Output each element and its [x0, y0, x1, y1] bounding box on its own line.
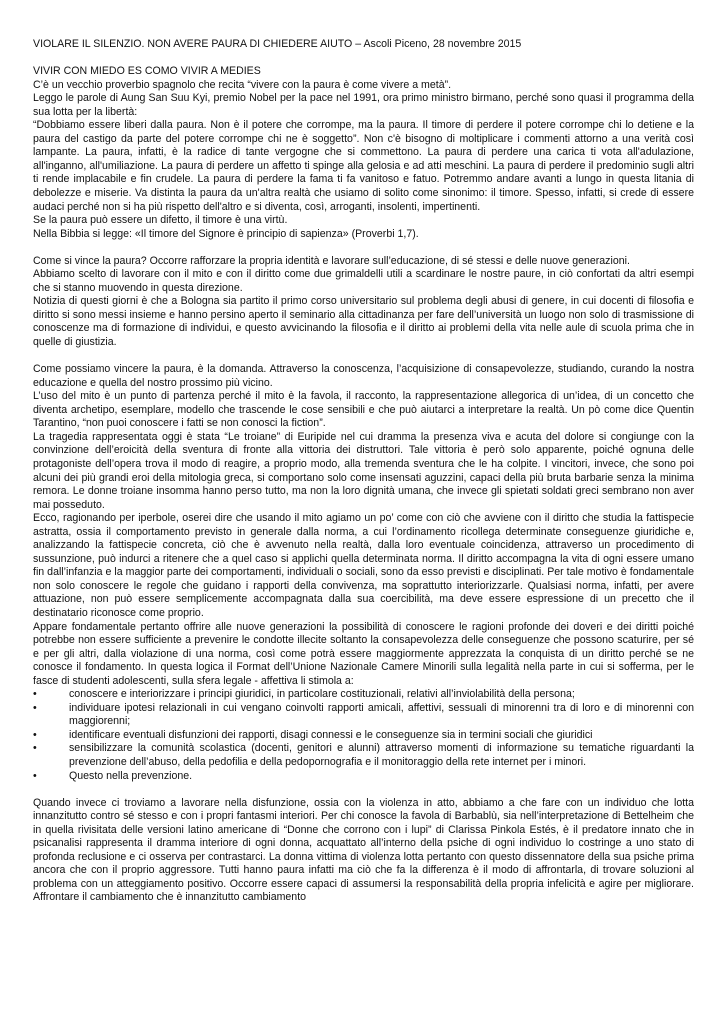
paragraph: La tragedia rappresentata oggi è stata “Le troiane” di Euripide nel cui dramma la presenza viva e acuta del dolore si congiunge con la convinzione dell’eroicità della sventura di fronte alla vittoria dei distruttori. Tale vittoria è però solo apparente, poiché ognuna delle protagoniste dell’opera trova il modo di reagire, a proprio modo, alla tremenda sventura che le ha colpite. I vincitori, invece, che sono poi alcuni dei più grandi eroi della mitologia greca, si comportano solo come insensati aguzzini, capaci della più bruta barbarie senza la minima remora. Le donne troiane insomma hanno perso tutto, ma non la loro dignità umana, che invece gli spietati soldati greci sembrano non aver mai posseduto. — [33, 430, 694, 511]
paragraph: Ecco, ragionando per iperbole, oserei dire che usando il mito agiamo un po’ come con ciò che avviene con il diritto che studia la fattispecie astratta, ossia il comportamento previsto in generale dalla norma, a cui l’ordinamento ricollega determinate conseguenze giuridiche e, analizzando la fattispecie concreta, ciò che è avvenuto nella realtà, dalla loro eventuale coincidenza, attraverso un procedimento di sussunzione, può indurci a ritenere che a quel caso si applichi quella determinata norma. Il diritto accompagna la vita di ogni essere umano fin dall’infanzia e la maggior parte dei comportamenti, individuali o sociali, sono da esso previsti e disciplinati. Per tale motivo è fondamentale non solo conoscere le regole che guidano i rapporti della convivenza, ma soprattutto interiorizzarle. Qualsiasi norma, infatti, per avere attuazione, non può essere semplicemente accompagnata dalla sua coercibilità, ma deve essere espressione di un precetto che il destinatario riconosce come proprio. — [33, 512, 694, 619]
section-heading: VIVIR CON MIEDO ES COMO VIVIR A MEDIES — [33, 65, 261, 78]
document-title: VIOLARE IL SILENZIO. NON AVERE PAURA DI CHIEDERE AIUTO – Ascoli Piceno, 28 novembre 2015 — [33, 38, 522, 50]
paragraph: Come si vince la paura? Occorre rafforzare la propria identità e lavorare sull’educazione, di sé stessi e delle nuove generazioni. — [33, 254, 630, 267]
bullet-marker: • — [33, 769, 37, 782]
spacer — [33, 52, 694, 66]
bullet-marker: • — [33, 701, 37, 714]
paragraph: Se la paura può essere un difetto, il timore è una virtù. — [33, 214, 288, 227]
paragraph: “Dobbiamo essere liberi dalla paura. Non è il potere che corrompe, ma la paura. Il timore di perdere il potere corrompe chi lo detiene e la paura del castigo da parte del potere corrompe chi ne è soggetto”. Non c'è bisogno di moltiplicare i commenti attorno a una verità così lampante. La paura, infatti, è la radice di tante vergogne che si commettono. La paura di perdere una carica ti vota all'adulazione, all'inganno, all'umiliazione. La paura di perdere un affetto ti spinge alla gelosia e ad atti meschini. La paura di perdere il predominio sugli altri ti rende implacabile e fin crudele. La paura di perdere la fama ti fa vanitoso e fatuo. Potremmo andare avanti a lungo in questa litania di debolezze e miserie. Va distinta la paura da un'altra realtà che usiamo di solito come sinonimo: il timore. Spesso, infatti, si crede di essere audaci perché non si ha più rispetto dell'altro e si diventa, così, arroganti, insolenti, impertinenti. — [33, 119, 694, 213]
paragraph: Come possiamo vincere la paura, è la domanda. Attraverso la conoscenza, l’acquisizione di consapevolezze, studiando, curando la nostra educazione e quella del nostro prossimo più vicino. — [33, 363, 694, 389]
bullet-list — [33, 688, 694, 783]
spacer — [33, 241, 694, 255]
paragraph: Appare fondamentale pertanto offrire alle nuove generazioni la possibilità di conoscere le ragioni profonde dei doveri e dei diritti poiché potrebbe non essere sufficiente a prevenire le condotte illecite soltanto la consapevolezza delle conseguenze che possono scaturire, per sé e per gli altri, dalla violazione di una norma, così come potrà essere maggiormente apprezzata la conquista di un diritto perché se ne conosce il fondamento. In questa logica il Format dell’Unione Nazionale Camere Minorili sulla legalità nella parte in cui si sofferma, per le fasce di studenti adolescenti, sulla sfera legale - affettiva li stimola a: — [33, 620, 694, 687]
list-item-text: individuare ipotesi relazionali in cui vengano coinvolti rapporti amicali, affettivi, sessuali di minorenni tra di loro e di minorenni con maggiorenni; — [69, 701, 694, 728]
paragraph: Quando invece ci troviamo a lavorare nella disfunzione, ossia con la violenza in atto, abbiamo a che fare con un individuo che lotta innanzitutto contro sé stesso e con i propri fantasmi interiori. Per chi conosce la favola di Barbablù, sia nell’interpretazione di Bettelheim che in quella rivisitata delle versioni latino americane di “Donne che corrono con i lupi” di Clarissa Pinkola Estés, è il predatore innato che in psicanalisi rappresenta il dramma interiore di ogni donna, acquattato all’interno della psiche di ogni individuo lo costringe a uno stato di profonda reclusione e ci osserva per contrastarci. La donna vittima di violenza lotta pertanto con questo dissennatore della sua psiche prima ancora che con il proprio aggressore. Tutti hanno paura infatti ma ciò che fa la differenza è il modo di affrontarla, di trovare soluzioni al problema con un atteggiamento positivo. Occorre essere capaci di assumersi la responsabilità della propria infelicità e agire per migliorare. Affrontare il cambiamento che è innanzitutto cambiamento — [33, 796, 694, 904]
paragraph: Nella Bibbia si legge: «Il timore del Signore è principio di sapienza» (Proverbi 1,7). — [33, 227, 419, 240]
list-item-text: conoscere e interiorizzare i principi giuridici, in particolare costituzionali, relativi all’inviolabilità della persona; — [69, 688, 575, 701]
spacer — [33, 783, 694, 797]
paragraph: Leggo le parole di Aung San Suu Kyi, premio Nobel per la pace nel 1991, ora primo ministro birmano, perché sono quasi il programma della sua lotta per la libertà: — [33, 92, 694, 118]
list-item — [33, 729, 694, 743]
bullet-marker: • — [33, 742, 37, 755]
paragraph: C’è un vecchio proverbio spagnolo che recita “vivere con la paura è come vivere a metà”. — [33, 78, 452, 91]
bullet-marker: • — [33, 688, 37, 701]
paragraph: Notizia di questi giorni è che a Bologna sia partito il primo corso universitario sul problema degli abusi di genere, in cui docenti di filosofia e diritto si sono messi insieme e hanno persino aperto il seminario alla cittadinanza per fare dell’università un luogo non solo di trasmissione di conoscenze ma di formazione di individui, e questo avvicinando la filosofia e il diritto ai problemi della vita nelle aule di scuola prima che in quelle di giustizia. — [33, 295, 694, 349]
list-item — [33, 770, 694, 784]
list-item — [33, 742, 694, 769]
spacer — [33, 350, 694, 364]
list-item — [33, 688, 694, 702]
paragraph: L’uso del mito è un punto di partenza perché il mito è la favola, il racconto, la rappresentazione allegorica di un’idea, di un concetto che diventa archetipo, esemplare, modello che trascende le cose sensibili e che può aiutarci a interpretare la realtà. Un pò come dice Quentin Tarantino, “non puoi conoscere i fatti se non conosci la fiction”. — [33, 390, 694, 430]
list-item — [33, 702, 694, 729]
paragraph: Abbiamo scelto di lavorare con il mito e con il diritto come due grimaldelli utili a scardinare le nostre paure, in ciò confortati da altri esempi che si stanno muovendo in questa direzione. — [33, 268, 694, 294]
bullet-marker: • — [33, 728, 37, 741]
list-item-text: sensibilizzare la comunità scolastica (docenti, genitori e alunni) attraverso momenti di informazione su tematiche riguardanti la prevenzione dell’abuso, della pedofilia e della pedopornografia e il monitoraggio della rete internet per i minori. — [69, 742, 694, 768]
list-item-text: identificare eventuali disfunzioni dei rapporti, disagi connessi e le conseguenze sia in termini sociali che giuridici — [69, 728, 593, 741]
list-item-text: Questo nella prevenzione. — [69, 769, 193, 782]
